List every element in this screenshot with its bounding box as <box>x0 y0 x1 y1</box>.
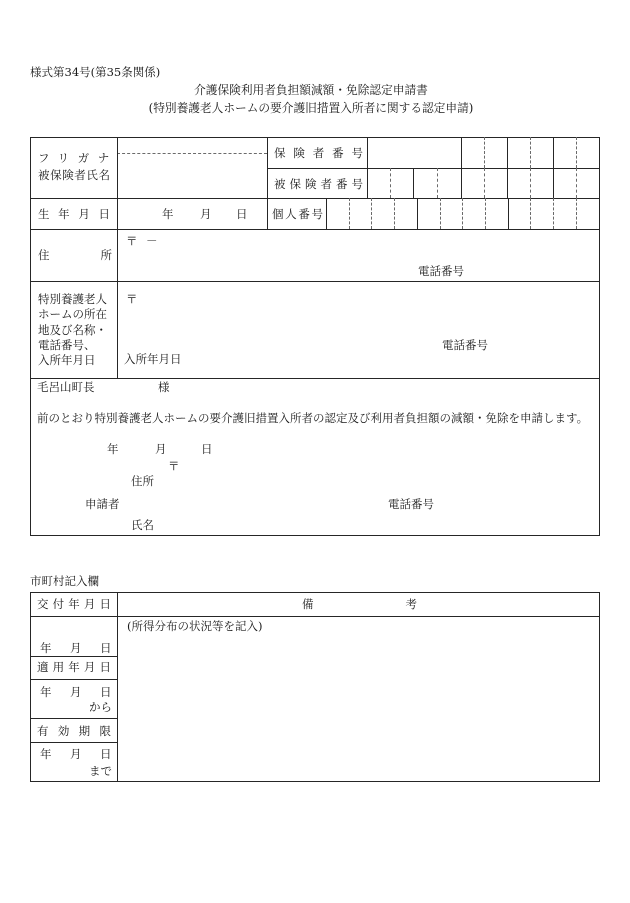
digit-box-separator <box>390 168 391 198</box>
applicant-postal-mark: 〒 <box>168 459 180 473</box>
declaration-statement: 前のとおり特別養護老人ホームの要介護旧措置入所者の認定及び利用者負担額の減額・免除を申請します。 <box>37 411 589 425</box>
digit-box-separator <box>576 137 577 168</box>
facility-field <box>118 282 599 378</box>
digit-box-separator <box>371 198 372 229</box>
insured-name-field <box>118 154 267 198</box>
digit-box-separator <box>437 168 438 198</box>
address-phone-label: 電話番号 <box>418 264 464 278</box>
address-label: 住所 <box>38 248 112 262</box>
applicant-address-label: 住所 <box>131 474 154 488</box>
digit-box-separator <box>553 168 554 198</box>
digit-box-separator <box>462 198 463 229</box>
row-rule <box>30 742 117 743</box>
row-rule <box>30 378 600 379</box>
form-subtitle: (特別養護老人ホームの要介護旧措置入所者に関する認定申請) <box>148 101 474 115</box>
from-label: から <box>89 700 112 714</box>
form-number: 様式第34号(第35条関係) <box>30 65 161 79</box>
digit-box-separator <box>349 198 350 229</box>
postal-code-dash: － <box>146 234 158 248</box>
digit-box-separator <box>576 168 577 198</box>
personal-number-field <box>327 199 599 229</box>
issue-day-unit: 日 <box>100 641 112 655</box>
furigana-label: フリガナ <box>38 151 118 165</box>
row-rule <box>30 679 117 680</box>
effective-day-unit: 日 <box>100 685 112 699</box>
applicant-label: 申請者 <box>85 497 120 511</box>
digit-box-separator <box>576 198 577 229</box>
facility-label-line: 地及び名称・ <box>38 323 107 337</box>
effective-month-unit: 月 <box>70 685 82 699</box>
declaration-section <box>31 379 599 535</box>
municipal-section-heading: 市町村記入欄 <box>30 574 99 588</box>
digit-box-separator <box>461 168 462 198</box>
expiry-day-unit: 日 <box>100 747 112 761</box>
row-rule <box>30 718 117 719</box>
birthdate-label: 生年月日 <box>38 207 110 221</box>
facility-label-line: 電話番号、 <box>38 338 96 352</box>
column-rule <box>267 137 268 229</box>
digit-box-separator <box>530 198 531 229</box>
issue-date-label: 交付年月日 <box>37 597 111 611</box>
insured-name-label: 被保険者氏名 <box>38 168 110 182</box>
admission-date-label: 入所年月日 <box>124 352 182 366</box>
digit-box-separator <box>485 198 486 229</box>
form-title: 介護保険利用者負担額減額・免除認定申請書 <box>194 83 428 97</box>
digit-box-separator <box>440 198 441 229</box>
digit-box-separator <box>417 198 418 229</box>
expiry-label: 有効期限 <box>37 724 111 738</box>
addressee: 毛呂山町長 <box>37 380 95 394</box>
effective-year-unit: 年 <box>40 685 52 699</box>
birthdate-month-unit: 月 <box>200 207 212 221</box>
column-rule <box>117 592 118 782</box>
applicant-phone-label: 電話番号 <box>388 497 434 511</box>
digit-box-separator <box>553 137 554 168</box>
personal-number-label: 個人番号 <box>272 207 323 221</box>
digit-box-separator <box>507 137 508 168</box>
application-year-unit: 年 <box>107 442 119 456</box>
application-month-unit: 月 <box>155 442 167 456</box>
digit-box-separator <box>484 168 485 198</box>
application-table <box>30 137 600 536</box>
row-rule <box>30 656 117 657</box>
remarks-label: 備考 <box>302 597 417 611</box>
facility-label-line: ホームの所在 <box>38 307 107 321</box>
application-day-unit: 日 <box>201 442 213 456</box>
postal-mark: 〒 <box>126 234 138 248</box>
municipal-table <box>30 592 600 782</box>
remarks-hint: (所得分布の状況等を記入) <box>127 619 263 633</box>
issue-year-unit: 年 <box>40 641 52 655</box>
applicant-name-label: 氏名 <box>131 518 154 532</box>
birthdate-year-unit: 年 <box>162 207 174 221</box>
row-rule <box>30 616 600 617</box>
digit-box-separator <box>413 168 414 198</box>
furigana-separator <box>117 153 267 154</box>
facility-label-line: 入所年月日 <box>38 353 96 367</box>
column-rule <box>117 137 118 378</box>
until-label: まで <box>89 764 112 778</box>
address-field <box>118 230 599 281</box>
digit-box-separator <box>484 137 485 168</box>
insured-number-label: 被保険者番号 <box>274 177 363 191</box>
digit-box-separator <box>530 137 531 168</box>
furigana-field <box>118 138 267 153</box>
facility-label-line: 特別養護老人 <box>38 292 107 306</box>
row-rule <box>267 168 600 169</box>
remarks-field <box>118 617 599 781</box>
issue-month-unit: 月 <box>70 641 82 655</box>
insurer-number-label: 保険者番号 <box>274 146 363 160</box>
row-rule <box>30 229 600 230</box>
honorific: 様 <box>158 380 170 394</box>
digit-box-separator <box>530 168 531 198</box>
digit-box-separator <box>394 198 395 229</box>
digit-box-separator <box>508 198 509 229</box>
digit-box-separator <box>553 198 554 229</box>
expiry-year-unit: 年 <box>40 747 52 761</box>
facility-postal-mark: 〒 <box>126 292 138 306</box>
birthdate-day-unit: 日 <box>236 207 248 221</box>
row-rule <box>30 281 600 282</box>
column-rule <box>326 198 327 229</box>
column-rule <box>367 137 368 198</box>
effective-date-label: 適用年月日 <box>37 660 111 674</box>
row-rule <box>30 198 600 199</box>
facility-phone-label: 電話番号 <box>442 338 488 352</box>
digit-box-separator <box>461 137 462 168</box>
digit-box-separator <box>507 168 508 198</box>
expiry-month-unit: 月 <box>70 747 82 761</box>
